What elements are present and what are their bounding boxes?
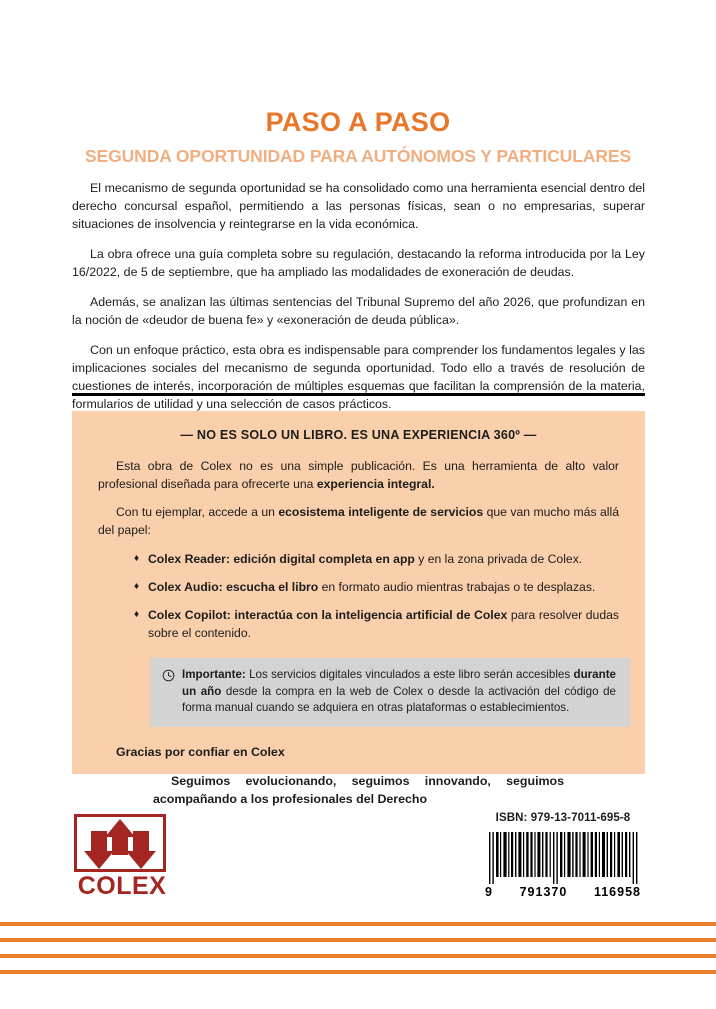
section-divider: [72, 393, 645, 396]
intro-paragraph-3: Además, se analizan las últimas sentencias del Tribunal Supremo del año 2026, que profundizan en la noción de «deudor de buena fe» y «exoneración de deuda pública».: [72, 294, 645, 327]
barcode-digit-lead: 9: [485, 885, 493, 899]
list-item-text: para resolver dudas sobre el contenido.: [148, 608, 619, 640]
diamond-bullet-icon: ♦: [134, 609, 140, 621]
decorative-stripe: [0, 970, 716, 974]
barcode-digit-left: 791370: [519, 885, 568, 899]
clock-icon: [162, 669, 175, 682]
services-list: [98, 551, 619, 642]
intro-paragraph-2: La obra ofrece una guía completa sobre su regulación, destacando la reforma introducida por la Ley 16/2022, de 5 de septiembre, que ha ampliado las modalidades de exoneración de deudas.: [72, 246, 645, 279]
list-item-text: en formato audio mientras trabajas o te desplazas.: [318, 580, 596, 595]
colex-wordmark: COLEX: [77, 872, 167, 900]
list-item: [134, 579, 619, 596]
tagline-line: Seguimos evolucionando, seguimos innovando, seguimos acompañando a los profesionales del Derecho: [153, 774, 564, 807]
decorative-stripe: [0, 922, 716, 926]
panel-p1-bold: experiencia integral.: [316, 476, 435, 491]
experience-panel: [72, 411, 645, 807]
decorative-stripe: [0, 954, 716, 958]
intro-text-block: [72, 180, 645, 414]
thanks-line: Gracias por confiar en Colex: [116, 745, 285, 760]
barcode-digits: [485, 885, 641, 899]
list-item-bold: Colex Audio: escucha el libro: [148, 580, 319, 595]
cover-title-block: [0, 108, 716, 166]
panel-p2-text-a: Con tu ejemplar, accede a un: [116, 505, 279, 520]
barcode: [485, 832, 641, 899]
colex-logo: [74, 814, 170, 899]
arrows-icon: [77, 817, 163, 869]
page-title: PASO A PASO: [265, 107, 451, 137]
isbn-block: [478, 812, 648, 899]
diamond-bullet-icon: ♦: [134, 581, 140, 593]
note-text-bold: durante un año: [182, 668, 616, 698]
note-label: Importante:: [182, 668, 246, 682]
decorative-stripe: [0, 938, 716, 942]
panel-paragraph-1: [98, 458, 619, 493]
intro-paragraph-1: El mecanismo de segunda oportunidad se ha consolidado como una herramienta esencial dentro del derecho concursal español, permitiendo a las personas físicas, sean o no empresarias, superar situaciones de insolvencia y reintegrarse en la vida económica.: [72, 181, 645, 231]
diamond-bullet-icon: ♦: [134, 552, 140, 564]
list-item-bold: Colex Reader: edición digital completa en app: [148, 551, 415, 566]
list-item-bold: Colex Copilot: interactúa con la inteligencia artificial de Colex: [148, 608, 508, 623]
list-item: [134, 551, 619, 568]
page-subtitle: SEGUNDA OPORTUNIDAD PARA AUTÓNOMOS Y PARTICULARES: [84, 145, 632, 166]
note-text-b: desde la compra en la web de Colex o desde la activación del código de forma manual cuando se adquiera en otras plataformas o establecimientos.: [182, 684, 616, 715]
colex-logo-mark: [74, 814, 166, 872]
panel-heading: — NO ES SOLO UN LIBRO. ES UNA EXPERIENCIA 360º —: [180, 428, 537, 442]
panel-p2-bold: ecosistema inteligente de servicios: [278, 505, 484, 520]
panel-paragraph-2: [98, 504, 619, 539]
list-item: [134, 607, 619, 642]
note-text-a: Los servicios digitales vinculados a este libro serán accesibles: [245, 668, 574, 682]
panel-p1-text: Esta obra de Colex no es una simple publicación. Es una herramienta de alto valor profesional diseñada para ofrecerte una: [98, 459, 619, 491]
barcode-icon: [485, 832, 641, 884]
barcode-digit-right: 116958: [593, 885, 641, 899]
closing-block: [98, 744, 619, 809]
important-note-text: [182, 667, 616, 717]
intro-paragraph-4: Con un enfoque práctico, esta obra es indispensable para comprender los fundamentos legales y las implicaciones sociales del mecanismo de segunda oportunidad. Todo ello a través de resolución de cuestiones de interés, incorporación de múltiples esquemas que facilitan la comprensión de la materia, formularios de utilidad y una selección de casos prácticos.: [72, 342, 645, 411]
important-note-box: [150, 658, 630, 727]
list-item-text: y en la zona privada de Colex.: [414, 551, 583, 566]
panel-p2-text-b: que van mucho más allá del papel:: [98, 505, 619, 538]
isbn-label: ISBN: 979-13-7011-695-8: [495, 812, 631, 824]
